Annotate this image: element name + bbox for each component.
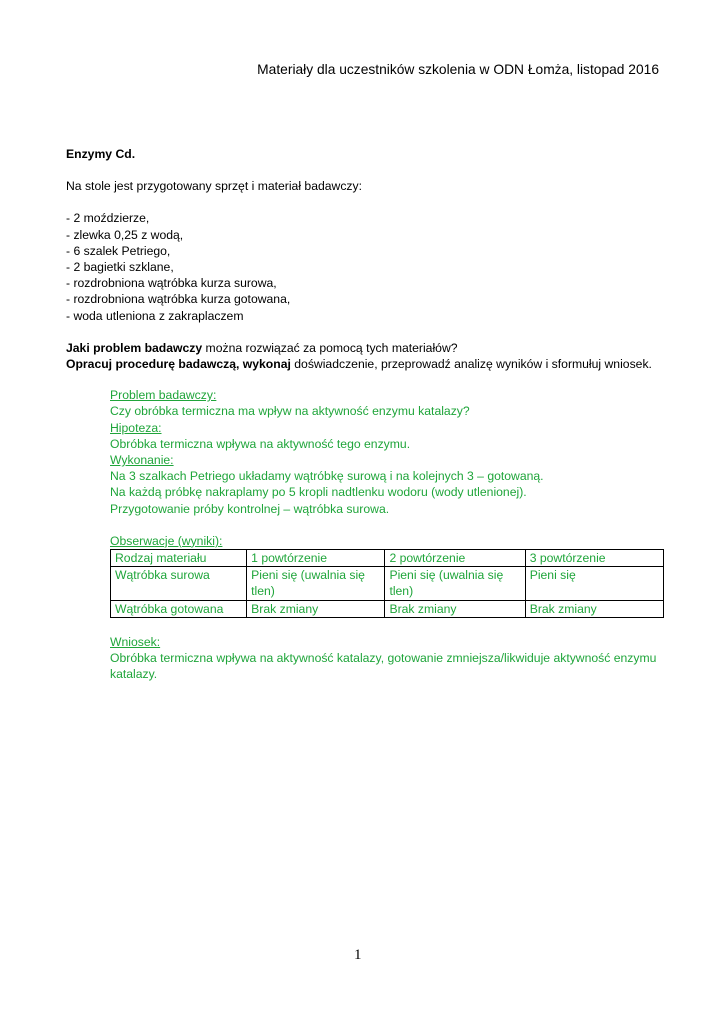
table-header-cell: 3 powtórzenie — [525, 550, 663, 567]
table-row — [111, 567, 664, 600]
list-item: - 2 bagietki szklane, — [66, 260, 174, 275]
materials-list — [66, 210, 666, 323]
table-cell: Pieni się — [525, 567, 663, 600]
list-item: - 6 szalek Petriego, — [66, 243, 171, 258]
observations-label: Obserwacje (wyniki): — [110, 533, 223, 548]
conclusion-label: Wniosek: — [110, 634, 161, 649]
procedure-line: Na każdą próbkę nakraplamy po 5 kropli nadtlenku wodoru (wody utlenionej). — [110, 485, 527, 500]
task-command — [66, 356, 666, 372]
task-command-bold: Opracuj procedurę badawczą, wykonaj — [66, 357, 291, 372]
document-body — [66, 146, 666, 682]
results-table — [110, 549, 664, 618]
table-cell: Pieni się (uwalnia się tlen) — [247, 567, 385, 600]
hypothesis-label: Hipoteza: — [110, 420, 162, 435]
problem-text: Czy obróbka termiczna ma wpływ na aktywność enzymu katalazy? — [110, 404, 470, 419]
page-number: 1 — [354, 947, 362, 963]
hypothesis-text: Obróbka termiczna wpływa na aktywność tego enzymu. — [110, 436, 411, 451]
table-header-cell: 2 powtórzenie — [385, 550, 525, 567]
table-header-row — [111, 550, 664, 567]
intro-text: Na stole jest przygotowany sprzęt i materiał badawczy: — [66, 179, 363, 194]
table-cell: Pieni się (uwalnia się tlen) — [385, 567, 525, 600]
task-question-bold: Jaki problem badawczy — [66, 340, 203, 355]
procedure-line: Przygotowanie próby kontrolnej – wątróbka surowa. — [110, 501, 390, 516]
procedure-label: Wykonanie: — [110, 453, 174, 468]
table-row — [111, 600, 664, 617]
list-item: - 2 moździerze, — [66, 211, 150, 226]
answer-section — [110, 387, 666, 682]
task-instructions — [66, 340, 666, 372]
procedure-line: Na 3 szalkach Petriego układamy wątróbkę surową i na kolejnych 3 – gotowaną. — [110, 469, 544, 484]
list-item: - rozdrobniona wątróbka kurza gotowana, — [66, 292, 291, 307]
task-question-rest: można rozwiązać za pomocą tych materiałów? — [202, 340, 458, 355]
table-cell: Wątróbka gotowana — [111, 600, 247, 617]
task-command-rest: doświadczenie, przeprowadź analizę wyników i sformułuj wniosek. — [290, 357, 652, 372]
table-cell: Wątróbka surowa — [111, 567, 247, 600]
task-question — [66, 340, 666, 356]
table-header-cell: Rodzaj materiału — [111, 550, 247, 567]
page-header: Materiały dla uczestników szkolenia w ODN Łomża, listopad 2016 — [257, 62, 659, 77]
list-item: - zlewka 0,25 z wodą, — [66, 227, 184, 242]
document-title: Enzymy Cd. — [66, 147, 136, 161]
table-cell: Brak zmiany — [525, 600, 663, 617]
list-item: - woda utleniona z zakraplaczem — [66, 308, 244, 323]
list-item: - rozdrobniona wątróbka kurza surowa, — [66, 276, 277, 291]
table-cell: Brak zmiany — [247, 600, 385, 617]
conclusion-text: Obróbka termiczna wpływa na aktywność katalazy, gotowanie zmniejsza/likwiduje aktywność enzymu katalazy. — [110, 651, 657, 682]
problem-label: Problem badawczy: — [110, 388, 217, 403]
table-header-cell: 1 powtórzenie — [247, 550, 385, 567]
table-cell: Brak zmiany — [385, 600, 525, 617]
